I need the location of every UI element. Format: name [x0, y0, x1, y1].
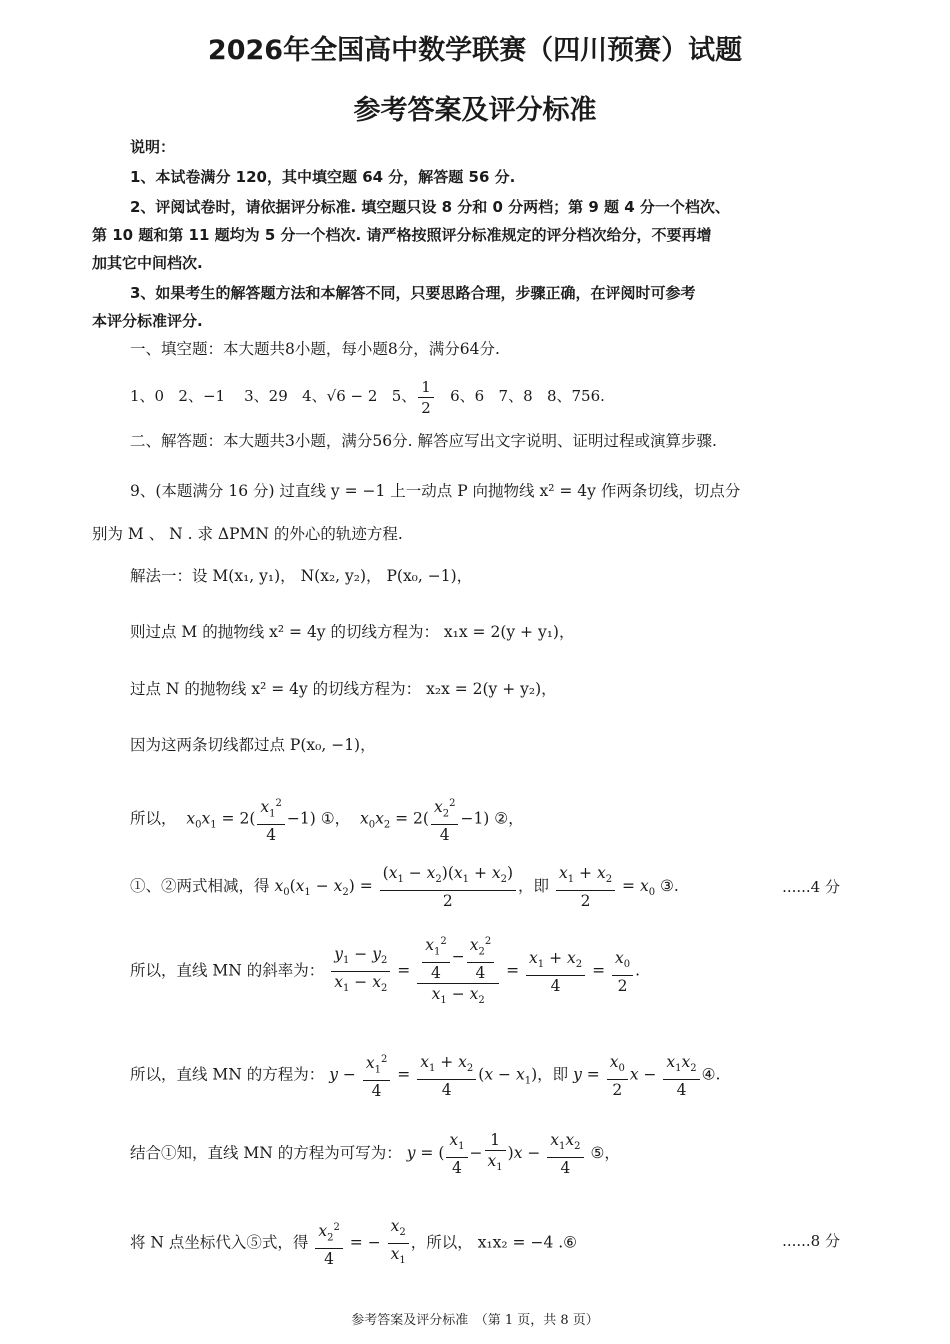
answer-2: 2、−1 [178, 387, 226, 405]
score-4: ......4 分 [782, 878, 840, 896]
note-2-line-2: 第 10 题和第 11 题均为 5 分一个档次. 请严格按照评分标准规定的评分档次给分，不要再增 [92, 226, 712, 244]
note-3-line-1: 3、如果考生的解答题方法和本解答不同，只要思路合理，步骤正确，在评阅时可参考 [130, 284, 696, 302]
solution-step-9: 结合①知，直线 MN 的方程为可写为： y = ( $\frac{x_1}{4}$ − $\frac{1}{x_1}$ )x − $\frac{x_1x_2}{4}$ ⑤， [130, 1131, 620, 1178]
note-2-line-3: 加其它中间档次. [92, 254, 203, 272]
notes-heading: 说明： [130, 138, 176, 156]
solution-step-4: 因为这两条切线都过点 P(x₀, −1)， [130, 736, 376, 754]
solution-step-1: 解法一：设 M(x₁, y₁)， N(x₂, y₂)， P(x₀, −1)， [130, 567, 473, 585]
answers-row [130, 373, 605, 419]
answer-5-fraction: $\frac{1}{2}$ [418, 377, 434, 418]
solution-step-6: ①、②两式相减，得 $x_0(x_1 - x_2)$ = $\frac{(x_1 - x_2)(x_1 + x_2)}{2}$ ，即 $\frac{x_1 + x_2}{2}$ = $x_0$ ③. [130, 864, 679, 911]
page-subtitle: 参考答案及评分标准 [353, 95, 597, 126]
solution-step-10: 将 N 点坐标代入⑤式，得 $\frac{x_2^2}{4}$ = − $\frac{x_2}{x_1}$ ，所以， x₁x₂ = −4 .⑥ [130, 1217, 578, 1269]
note-1: 1、本试卷满分 120，其中填空题 64 分，解答题 56 分. [130, 168, 516, 186]
answer-3: 3、29 [244, 387, 288, 405]
solution-step-7: 所以，直线 MN 的斜率为： $\frac{y_1 - y_2}{x_1 - x_2}$ = $\frac{x_1^2}{4}$ − $\frac{x_2^2}{4}$ $x_1 - x_2$ = $\frac{x_1 + x_2}{4}$ = $\frac{x_0}{2}$ . [130, 932, 640, 1011]
answer-7: 7、8 [498, 387, 533, 405]
solution-step-8: 所以，直线 MN 的方程为： y − $\frac{x_1^2}{4}$ = $\frac{x_1 + x_2}{4}$ $(x - x_1)$，即 y = $\frac{x_0}{2}$ x − $\frac{x_1x_2}{4}$ ④. [130, 1050, 720, 1105]
answer-1: 1、0 [130, 387, 165, 405]
note-3-line-2: 本评分标准评分. [92, 312, 203, 330]
answer-4-label: 4、 [302, 387, 327, 405]
sqrt-icon: √ [326, 387, 337, 405]
answer-4-value: 6 − 2 [336, 387, 378, 405]
solution-step-5: 所以， $x_0x_1 = 2$( $\frac{x_1^2}{4}$ −1) ①， $x_0x_2 = 2$( $\frac{x_2^2}{4}$ −1) ②， [130, 794, 524, 849]
answer-5-label: 5、 [391, 387, 417, 405]
note-2-line-1: 2、评阅试卷时，请依据评分标准. 填空题只设 8 分和 0 分两档；第 9 题 4 分一个档次、 [130, 198, 730, 216]
section-1-heading: 一、填空题：本大题共8小题，每小题8分，满分64分. [130, 340, 500, 358]
answer-8: 8、756. [546, 387, 605, 405]
problem-9-line-2: 别为 M 、 N . 求 ΔPMN 的外心的轨迹方程. [92, 525, 403, 543]
answer-6: 6、6 [450, 387, 485, 405]
problem-9-line-1: 9、(本题满分 16 分) 过直线 y = −1 上一动点 P 向抛物线 x² = 4y 作两条切线，切点分 [130, 482, 741, 500]
page-title: 2026年全国高中数学联赛（四川预赛）试题 [207, 35, 743, 66]
solution-step-3: 过点 N 的抛物线 x² = 4y 的切线方程为： x₂x = 2(y + y₂)， [130, 680, 557, 698]
solution-step-2: 则过点 M 的抛物线 x² = 4y 的切线方程为： x₁x = 2(y + y₁)， [130, 623, 575, 641]
page-footer: 参考答案及评分标准 （第 1 页，共 8 页） [351, 1313, 599, 1328]
score-8: ......8 分 [782, 1232, 840, 1250]
section-2-heading: 二、解答题：本大题共3小题，满分56分. 解答应写出文字说明、证明过程或演算步骤. [130, 432, 717, 450]
